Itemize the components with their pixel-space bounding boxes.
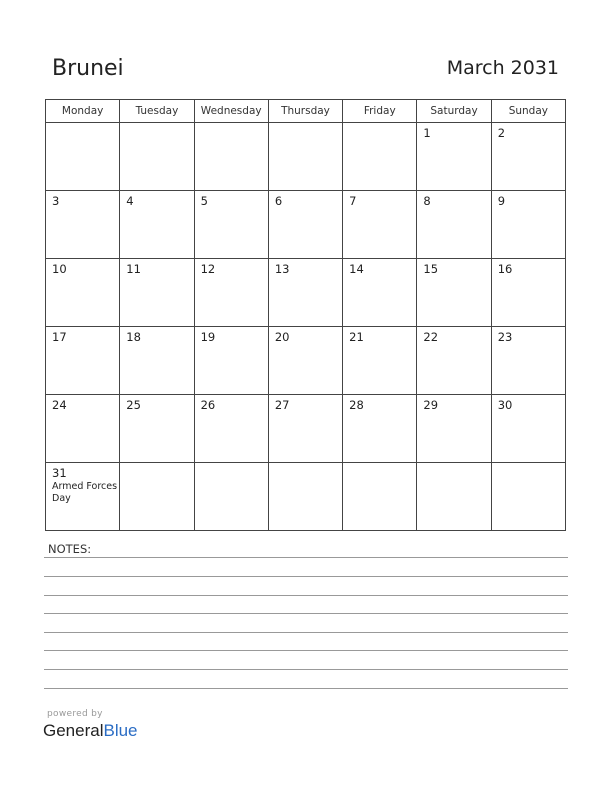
day-number: 27: [274, 398, 290, 412]
note-line: [44, 613, 568, 614]
day-number: 3: [52, 194, 60, 208]
weekday-header: Friday: [343, 100, 417, 123]
day-number: 2: [497, 126, 506, 140]
day-cell: [268, 123, 342, 191]
day-cell: [268, 191, 342, 259]
day-cell: [491, 123, 565, 191]
day-cell: [120, 259, 194, 327]
day-cell: [343, 463, 417, 531]
day-number: 23: [497, 330, 513, 344]
day-number: 30: [497, 398, 513, 412]
note-line: [44, 669, 568, 670]
day-cell: [120, 327, 194, 395]
day-cell: [120, 123, 194, 191]
day-cell: [417, 191, 491, 259]
weekday-header: Monday: [46, 100, 120, 123]
note-line: [44, 595, 568, 596]
day-cell: [120, 191, 194, 259]
country-title: Brunei: [52, 56, 124, 81]
day-cell: [417, 327, 491, 395]
week-row: [46, 395, 566, 463]
day-cell: [491, 395, 565, 463]
day-number: 4: [126, 194, 134, 208]
day-number: 19: [200, 330, 216, 344]
day-cell: [417, 259, 491, 327]
holiday-label: Armed Forces Day: [52, 481, 118, 504]
day-number: 26: [200, 398, 216, 412]
day-number: 7: [349, 194, 357, 208]
week-row: [46, 123, 566, 191]
day-cell: [417, 463, 491, 531]
day-cell: [46, 327, 120, 395]
weekday-header: Saturday: [417, 100, 491, 123]
day-cell: [194, 123, 268, 191]
day-cell: [194, 395, 268, 463]
week-row: [46, 191, 566, 259]
day-cell: [491, 327, 565, 395]
day-cell: [120, 395, 194, 463]
day-number: 5: [200, 194, 208, 208]
day-number: 12: [200, 262, 216, 276]
day-cell: [268, 259, 342, 327]
day-number: 21: [349, 330, 364, 344]
day-number: 22: [423, 330, 439, 344]
note-line: [44, 632, 568, 633]
day-cell: [194, 327, 268, 395]
day-cell: [491, 191, 565, 259]
day-number: 1: [423, 126, 431, 140]
day-number: 16: [497, 262, 513, 276]
day-cell: [491, 463, 565, 531]
day-number: 25: [126, 398, 141, 412]
day-cell: [120, 463, 194, 531]
day-number: 13: [274, 262, 290, 276]
generalblue-logo: [43, 721, 138, 741]
note-line: [44, 650, 568, 651]
day-cell: [194, 191, 268, 259]
day-cell: [46, 463, 120, 531]
day-cell: [343, 123, 417, 191]
day-number: 9: [497, 194, 506, 208]
day-cell: [268, 463, 342, 531]
day-cell: [46, 191, 120, 259]
week-row: [46, 327, 566, 395]
day-number: 6: [274, 194, 283, 208]
day-number: 28: [349, 398, 364, 412]
week-row: [46, 463, 566, 531]
day-cell: [343, 191, 417, 259]
day-number: 17: [52, 330, 67, 344]
day-cell: [343, 327, 417, 395]
day-cell: [194, 259, 268, 327]
day-number: 20: [274, 330, 290, 344]
note-line: [44, 688, 568, 689]
day-number: 15: [423, 262, 439, 276]
day-cell: [46, 395, 120, 463]
day-number: 18: [126, 330, 141, 344]
day-cell: [343, 259, 417, 327]
day-number: 14: [349, 262, 364, 276]
week-row: [46, 259, 566, 327]
day-number: 10: [52, 262, 67, 276]
day-cell: [46, 123, 120, 191]
note-line: [44, 557, 568, 558]
weekday-header: Tuesday: [120, 100, 194, 123]
weekday-header: Sunday: [491, 100, 565, 123]
weekday-header: Thursday: [268, 100, 342, 123]
brand-blue-text: Blue: [103, 721, 138, 740]
powered-by-text: powered by: [47, 709, 103, 719]
notes-label: NOTES:: [48, 542, 92, 556]
day-cell: [194, 463, 268, 531]
day-number: 11: [126, 262, 141, 276]
day-cell: [491, 259, 565, 327]
calendar-grid: [45, 99, 566, 531]
brand-general-text: General: [43, 721, 104, 740]
day-cell: [343, 395, 417, 463]
day-number: 31: [52, 466, 67, 480]
day-cell: [268, 395, 342, 463]
weekday-header-row: [46, 100, 566, 123]
day-number: 29: [423, 398, 439, 412]
note-line: [44, 576, 568, 577]
day-cell: [268, 327, 342, 395]
weekday-header: Wednesday: [194, 100, 268, 123]
day-cell: [417, 395, 491, 463]
day-cell: [46, 259, 120, 327]
day-number: 8: [423, 194, 431, 208]
day-cell: [417, 123, 491, 191]
day-number: 24: [52, 398, 67, 412]
month-title: March 2031: [446, 57, 559, 79]
